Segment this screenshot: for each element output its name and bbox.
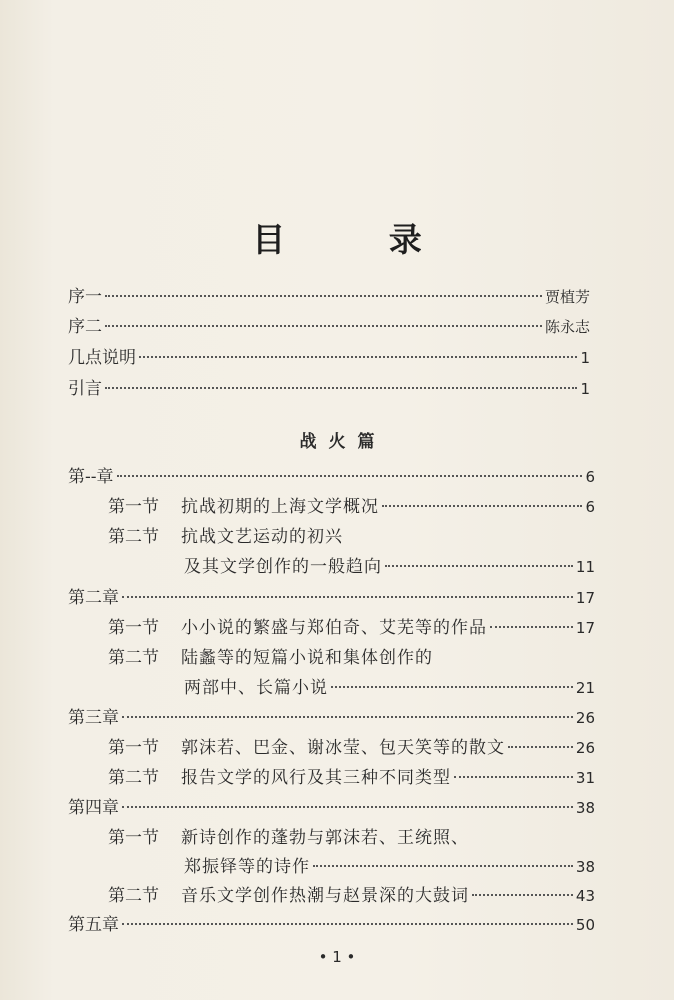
dot-leader <box>117 475 583 477</box>
section-label: 第二节 <box>108 648 159 668</box>
section-title: 小小说的繁盛与郑伯奇、艾芜等的作品 <box>181 618 487 638</box>
toc-chapter[interactable] <box>68 587 595 609</box>
chapter-label: 第--章 <box>68 467 114 487</box>
toc-section[interactable] <box>108 617 595 639</box>
section-label: 第二节 <box>108 886 159 906</box>
toc-section[interactable] <box>108 496 595 518</box>
entry-page: 38 <box>575 799 595 817</box>
section-label: 第一节 <box>108 738 159 758</box>
dot-leader <box>313 865 573 867</box>
entry-page: 11 <box>575 558 595 576</box>
section-title: 郭沫若、巴金、谢冰莹、包天笑等的散文 <box>181 738 505 758</box>
page-number: • 1 • <box>318 948 356 966</box>
dot-leader <box>122 596 573 598</box>
section-title: 抗战文艺运动的初兴 <box>181 527 343 547</box>
toc-section[interactable] <box>108 767 595 789</box>
section-title: 报告文学的风行及其三种不同类型 <box>181 768 451 788</box>
toc-entry[interactable] <box>68 378 590 400</box>
toc-section-continuation[interactable] <box>184 677 595 699</box>
entry-author: 陈永志 <box>544 318 590 336</box>
entry-page: 26 <box>575 709 595 727</box>
entry-page: 31 <box>575 769 595 787</box>
dot-leader <box>331 686 573 688</box>
dot-leader <box>454 776 573 778</box>
part-title: 战火篇 <box>299 432 387 452</box>
entry-page: 50 <box>575 916 595 934</box>
chapter-label: 第二章 <box>68 588 119 608</box>
section-title: 郑振铎等的诗作 <box>184 857 310 877</box>
toc-section-continuation[interactable] <box>184 856 595 878</box>
toc-chapter[interactable] <box>68 797 595 819</box>
toc-chapter[interactable] <box>68 466 595 488</box>
entry-page: 43 <box>575 887 595 905</box>
dot-leader <box>105 387 577 389</box>
entry-page: 17 <box>575 619 595 637</box>
section-label: 第一节 <box>108 497 159 517</box>
entry-page: 38 <box>575 858 595 876</box>
entry-page: 1 <box>580 349 590 367</box>
dot-leader <box>105 295 542 297</box>
dot-leader <box>105 325 542 327</box>
dot-leader <box>122 923 573 925</box>
toc-section[interactable] <box>108 526 595 548</box>
toc-entry[interactable] <box>68 316 590 338</box>
entry-label: 几点说明 <box>68 348 136 368</box>
toc-entry[interactable] <box>68 347 590 369</box>
chapter-label: 第三章 <box>68 708 119 728</box>
dot-leader <box>139 356 577 358</box>
dot-leader <box>508 746 573 748</box>
section-label: 第一节 <box>108 618 159 638</box>
entry-page: 6 <box>585 498 595 516</box>
toc-entry[interactable] <box>68 286 590 308</box>
section-title: 音乐文学创作热潮与赵景深的大鼓词 <box>181 886 469 906</box>
dot-leader <box>382 505 582 507</box>
section-title: 两部中、长篇小说 <box>184 678 328 698</box>
toc-section-continuation[interactable] <box>184 556 595 578</box>
dot-leader <box>385 565 573 567</box>
entry-author: 贾植芳 <box>544 288 590 306</box>
section-label: 第二节 <box>108 768 159 788</box>
dot-leader <box>122 806 573 808</box>
toc-section[interactable] <box>108 885 595 907</box>
toc-section[interactable] <box>108 737 595 759</box>
section-label: 第二节 <box>108 527 159 547</box>
section-title: 新诗创作的蓬勃与郭沫若、王统照、 <box>181 828 469 848</box>
entry-label: 序二 <box>68 317 102 337</box>
entry-label: 引言 <box>68 379 102 399</box>
entry-page: 26 <box>575 739 595 757</box>
entry-label: 序一 <box>68 287 102 307</box>
dot-leader <box>472 894 573 896</box>
toc-section[interactable] <box>108 647 595 669</box>
section-title: 抗战初期的上海文学概况 <box>181 497 379 517</box>
toc-chapter[interactable] <box>68 914 595 936</box>
toc-chapter[interactable] <box>68 707 595 729</box>
dot-leader <box>122 716 573 718</box>
chapter-label: 第五章 <box>68 915 119 935</box>
toc-section[interactable] <box>108 827 595 849</box>
section-title: 及其文学创作的一般趋向 <box>184 557 382 577</box>
entry-page: 6 <box>585 468 595 486</box>
page-title: 目 录 <box>252 220 468 259</box>
entry-page: 1 <box>580 380 590 398</box>
section-title: 陆蠡等的短篇小说和集体创作的 <box>181 648 433 668</box>
dot-leader <box>490 626 573 628</box>
entry-page: 17 <box>575 589 595 607</box>
section-label: 第一节 <box>108 828 159 848</box>
chapter-label: 第四章 <box>68 798 119 818</box>
entry-page: 21 <box>575 679 595 697</box>
